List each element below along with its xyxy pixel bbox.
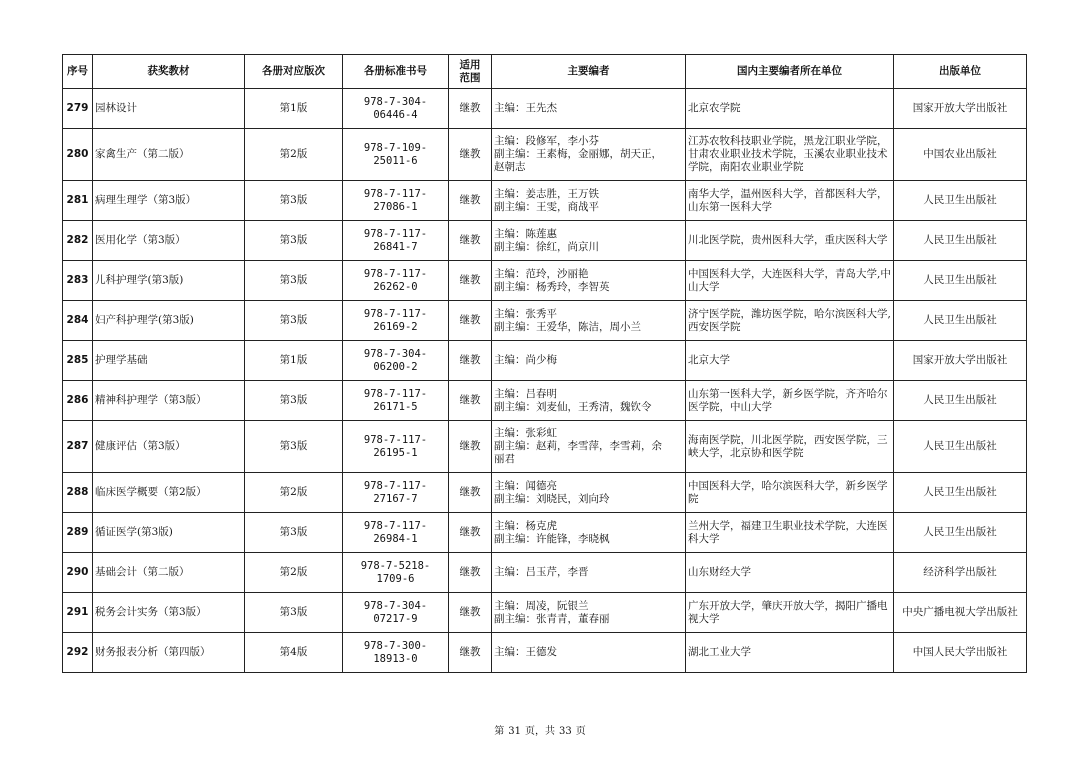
editor-line: 主编：姜志胜，王万铁 bbox=[494, 187, 599, 200]
cell-scope: 继教 bbox=[449, 421, 492, 473]
cell-scope: 继教 bbox=[449, 381, 492, 421]
cell-publisher: 人民卫生出版社 bbox=[894, 473, 1027, 513]
cell-publisher: 中国人民大学出版社 bbox=[894, 633, 1027, 673]
header-seq: 序号 bbox=[63, 55, 93, 89]
cell-edition: 第1版 bbox=[245, 89, 343, 129]
cell-scope: 继教 bbox=[449, 341, 492, 381]
cell-publisher: 人民卫生出版社 bbox=[894, 421, 1027, 473]
cell-publisher: 人民卫生出版社 bbox=[894, 513, 1027, 553]
cell-edition: 第3版 bbox=[245, 221, 343, 261]
cell-edition: 第3版 bbox=[245, 513, 343, 553]
table-row bbox=[63, 593, 1027, 633]
cell-editors bbox=[492, 633, 686, 673]
footer-prefix: 第 bbox=[494, 726, 505, 737]
editor-line: 副主编：王雯，商战平 bbox=[494, 200, 599, 213]
cell-title: 医用化学（第3版） bbox=[93, 221, 245, 261]
cell-title: 税务会计实务（第3版） bbox=[93, 593, 245, 633]
cell-isbn: 978-7-117-26169-2 bbox=[343, 301, 449, 341]
cell-edition: 第1版 bbox=[245, 341, 343, 381]
page-footer bbox=[0, 722, 1080, 737]
cell-edition: 第2版 bbox=[245, 473, 343, 513]
cell-units: 广东开放大学，肇庆开放大学，揭阳广播电视大学 bbox=[686, 593, 894, 633]
cell-seq: 282 bbox=[63, 221, 93, 261]
cell-editors bbox=[492, 341, 686, 381]
cell-editors bbox=[492, 473, 686, 513]
table-row bbox=[63, 553, 1027, 593]
cell-editors bbox=[492, 221, 686, 261]
cell-isbn: 978-7-117-27167-7 bbox=[343, 473, 449, 513]
editor-line: 主编：王德发 bbox=[494, 646, 557, 658]
cell-editors bbox=[492, 89, 686, 129]
cell-title: 循证医学(第3版) bbox=[93, 513, 245, 553]
cell-scope: 继教 bbox=[449, 513, 492, 553]
cell-publisher: 经济科学出版社 bbox=[894, 553, 1027, 593]
cell-title: 健康评估（第3版） bbox=[93, 421, 245, 473]
cell-edition: 第2版 bbox=[245, 129, 343, 181]
table-row bbox=[63, 513, 1027, 553]
cell-edition: 第3版 bbox=[245, 593, 343, 633]
cell-seq: 284 bbox=[63, 301, 93, 341]
cell-units: 北京农学院 bbox=[686, 89, 894, 129]
header-scope: 适用 范围 bbox=[449, 55, 492, 89]
editor-line: 主编：吕春明 bbox=[494, 387, 557, 400]
cell-units: 江苏农牧科技职业学院，黑龙江职业学院，甘肃农业职业技术学院，玉溪农业职业技术学院，南阳农业职业学院 bbox=[686, 129, 894, 181]
editor-line: 丽君 bbox=[494, 453, 515, 465]
cell-editors bbox=[492, 261, 686, 301]
table-row bbox=[63, 89, 1027, 129]
cell-seq: 287 bbox=[63, 421, 93, 473]
cell-publisher: 国家开放大学出版社 bbox=[894, 341, 1027, 381]
cell-seq: 288 bbox=[63, 473, 93, 513]
cell-isbn: 978-7-117-27086-1 bbox=[343, 181, 449, 221]
cell-isbn: 978-7-304-06446-4 bbox=[343, 89, 449, 129]
cell-units: 南华大学，温州医科大学，首都医科大学，山东第一医科大学 bbox=[686, 181, 894, 221]
cell-scope: 继教 bbox=[449, 473, 492, 513]
cell-seq: 292 bbox=[63, 633, 93, 673]
editor-line: 副主编：王素梅，金丽娜，胡天正， bbox=[494, 148, 662, 160]
cell-units: 济宁医学院，潍坊医学院，哈尔滨医科大学,西安医学院 bbox=[686, 301, 894, 341]
footer-page-total: 33 bbox=[559, 726, 572, 737]
cell-editors bbox=[492, 421, 686, 473]
editor-line: 副主编：赵莉，李雪萍，李雪莉，余 bbox=[494, 440, 662, 452]
cell-units: 海南医学院，川北医学院，西安医学院，三峡大学，北京协和医学院 bbox=[686, 421, 894, 473]
editor-line: 主编：闻德亮 bbox=[494, 479, 557, 492]
cell-title: 园林设计 bbox=[93, 89, 245, 129]
editor-line: 副主编：杨秀玲，李智英 bbox=[494, 280, 610, 293]
editor-line: 副主编：徐红，尚京川 bbox=[494, 240, 599, 253]
cell-scope: 继教 bbox=[449, 261, 492, 301]
cell-seq: 280 bbox=[63, 129, 93, 181]
cell-editors bbox=[492, 553, 686, 593]
editor-line: 主编：段修军，李小芬 bbox=[494, 135, 599, 147]
cell-title: 护理学基础 bbox=[93, 341, 245, 381]
table-row bbox=[63, 261, 1027, 301]
table-row bbox=[63, 221, 1027, 261]
cell-seq: 281 bbox=[63, 181, 93, 221]
cell-editors bbox=[492, 513, 686, 553]
cell-edition: 第3版 bbox=[245, 381, 343, 421]
cell-seq: 289 bbox=[63, 513, 93, 553]
cell-isbn: 978-7-117-26841-7 bbox=[343, 221, 449, 261]
cell-isbn: 978-7-117-26984-1 bbox=[343, 513, 449, 553]
editor-line: 副主编：刘麦仙，王秀清，魏钦令 bbox=[494, 400, 652, 413]
cell-scope: 继教 bbox=[449, 593, 492, 633]
table-row bbox=[63, 473, 1027, 513]
table-row bbox=[63, 181, 1027, 221]
cell-seq: 285 bbox=[63, 341, 93, 381]
cell-edition: 第4版 bbox=[245, 633, 343, 673]
table-row bbox=[63, 421, 1027, 473]
cell-isbn: 978-7-304-06200-2 bbox=[343, 341, 449, 381]
cell-seq: 283 bbox=[63, 261, 93, 301]
cell-editors bbox=[492, 593, 686, 633]
cell-edition: 第3版 bbox=[245, 421, 343, 473]
table-row bbox=[63, 341, 1027, 381]
awards-table bbox=[62, 54, 1027, 673]
cell-editors bbox=[492, 381, 686, 421]
footer-page-num: 31 bbox=[508, 726, 521, 737]
header-units: 国内主要编者所在单位 bbox=[686, 55, 894, 89]
header-publisher: 出版单位 bbox=[894, 55, 1027, 89]
cell-units: 兰州大学，福建卫生职业技术学院，大连医科大学 bbox=[686, 513, 894, 553]
cell-publisher: 国家开放大学出版社 bbox=[894, 89, 1027, 129]
cell-seq: 290 bbox=[63, 553, 93, 593]
cell-editors bbox=[492, 129, 686, 181]
editor-line: 主编：吕玉芹，李晋 bbox=[494, 566, 589, 578]
cell-publisher: 人民卫生出版社 bbox=[894, 261, 1027, 301]
header-isbn: 各册标准书号 bbox=[343, 55, 449, 89]
editor-line: 主编：陈莲惠 bbox=[494, 227, 557, 240]
cell-units: 山东第一医科大学，新乡医学院，齐齐哈尔医学院，中山大学 bbox=[686, 381, 894, 421]
editor-line: 主编：王先杰 bbox=[494, 102, 557, 114]
cell-isbn: 978-7-109-25011-6 bbox=[343, 129, 449, 181]
cell-isbn: 978-7-117-26195-1 bbox=[343, 421, 449, 473]
table-row bbox=[63, 381, 1027, 421]
table-header-row bbox=[63, 55, 1027, 89]
cell-title: 病理生理学（第3版） bbox=[93, 181, 245, 221]
cell-scope: 继教 bbox=[449, 181, 492, 221]
cell-isbn: 978-7-304-07217-9 bbox=[343, 593, 449, 633]
cell-units: 北京大学 bbox=[686, 341, 894, 381]
cell-isbn: 978-7-117-26262-0 bbox=[343, 261, 449, 301]
cell-isbn: 978-7-117-26171-5 bbox=[343, 381, 449, 421]
cell-title: 妇产科护理学(第3版) bbox=[93, 301, 245, 341]
editor-line: 赵朝志 bbox=[494, 161, 526, 173]
editor-line: 主编：周凌，阮银兰 bbox=[494, 599, 589, 612]
cell-isbn: 978-7-300-18913-0 bbox=[343, 633, 449, 673]
cell-edition: 第3版 bbox=[245, 181, 343, 221]
cell-title: 基础会计（第二版） bbox=[93, 553, 245, 593]
cell-title: 儿科护理学(第3版) bbox=[93, 261, 245, 301]
cell-scope: 继教 bbox=[449, 553, 492, 593]
cell-publisher: 人民卫生出版社 bbox=[894, 181, 1027, 221]
cell-editors bbox=[492, 181, 686, 221]
cell-units: 山东财经大学 bbox=[686, 553, 894, 593]
table-row bbox=[63, 129, 1027, 181]
cell-publisher: 人民卫生出版社 bbox=[894, 381, 1027, 421]
cell-title: 家禽生产（第二版） bbox=[93, 129, 245, 181]
cell-editors bbox=[492, 301, 686, 341]
cell-units: 湖北工业大学 bbox=[686, 633, 894, 673]
editor-line: 副主编：张青青，董春丽 bbox=[494, 612, 610, 625]
cell-units: 中国医科大学，哈尔滨医科大学，新乡医学院 bbox=[686, 473, 894, 513]
footer-suffix: 页 bbox=[575, 726, 586, 737]
editor-line: 主编：杨克虎 bbox=[494, 519, 557, 532]
cell-units: 中国医科大学，大连医科大学，青岛大学,中山大学 bbox=[686, 261, 894, 301]
cell-seq: 286 bbox=[63, 381, 93, 421]
editor-line: 副主编：王爱华，陈洁，周小兰 bbox=[494, 320, 641, 333]
header-title: 获奖教材 bbox=[93, 55, 245, 89]
editor-line: 副主编：刘晓民，刘向玲 bbox=[494, 492, 610, 505]
cell-scope: 继教 bbox=[449, 633, 492, 673]
table-row bbox=[63, 301, 1027, 341]
cell-edition: 第2版 bbox=[245, 553, 343, 593]
cell-scope: 继教 bbox=[449, 129, 492, 181]
cell-seq: 279 bbox=[63, 89, 93, 129]
cell-title: 临床医学概要（第2版） bbox=[93, 473, 245, 513]
cell-scope: 继教 bbox=[449, 301, 492, 341]
cell-publisher: 中央广播电视大学出版社 bbox=[894, 593, 1027, 633]
header-edition: 各册对应版次 bbox=[245, 55, 343, 89]
cell-title: 精神科护理学（第3版） bbox=[93, 381, 245, 421]
editor-line: 主编：尚少梅 bbox=[494, 354, 557, 366]
cell-units: 川北医学院，贵州医科大学，重庆医科大学 bbox=[686, 221, 894, 261]
editor-line: 主编：张彩虹 bbox=[494, 427, 557, 439]
cell-title: 财务报表分析（第四版） bbox=[93, 633, 245, 673]
cell-scope: 继教 bbox=[449, 221, 492, 261]
footer-mid: 页，共 bbox=[525, 726, 555, 737]
cell-seq: 291 bbox=[63, 593, 93, 633]
cell-scope: 继教 bbox=[449, 89, 492, 129]
cell-edition: 第3版 bbox=[245, 261, 343, 301]
cell-edition: 第3版 bbox=[245, 301, 343, 341]
cell-publisher: 中国农业出版社 bbox=[894, 129, 1027, 181]
table-row bbox=[63, 633, 1027, 673]
header-editors: 主要编者 bbox=[492, 55, 686, 89]
editor-line: 主编：张秀平 bbox=[494, 307, 557, 320]
cell-isbn: 978-7-5218-1709-6 bbox=[343, 553, 449, 593]
editor-line: 副主编：许能锋，李晓枫 bbox=[494, 532, 610, 545]
editor-line: 主编：范玲，沙丽艳 bbox=[494, 267, 589, 280]
cell-publisher: 人民卫生出版社 bbox=[894, 301, 1027, 341]
cell-publisher: 人民卫生出版社 bbox=[894, 221, 1027, 261]
